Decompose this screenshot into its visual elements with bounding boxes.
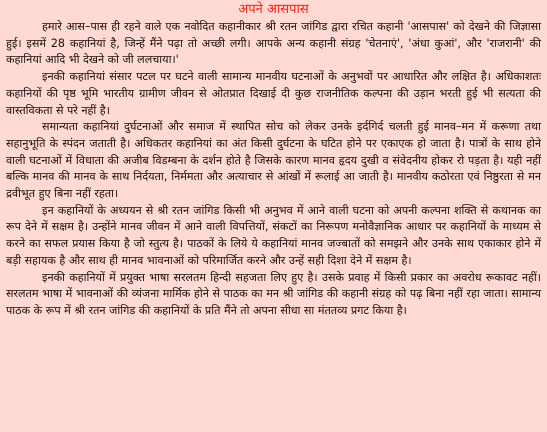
article-paragraph: हमारे आस–पास ही रहने वाले एक नवोदित कहानीकार श्री रतन जांगिड द्वारा रचित कहानी 'आसपास' को देखने की जिज्ञासा हुई। इसमें 28 कहानियां है, जिन्हें मैंने पढ़ा तो अच्छी लगी। आपके अन्य कहानी संग्रह 'चेतनाएं', 'अंधा कुआं', और 'राजरानी' की कहानियां आदि भी देखने को जी ललचाया।' xyxy=(6,20,541,67)
article-paragraph: इन कहानियों के अध्ययन से श्री रतन जांगिड किसी भी अनुभव में आने वाली घटना को अपनी कल्पना शक्ति से कथानक का रूप देने में सक्षम है। उन्होंने मानव जीवन में आने वाली विपत्तियों, संकटों का निरूपण मनोवैज्ञानिक आधार पर कहानियों के माध्यम से करने का सफल प्रयास किया है जो स्तुत्य है। पाठकों के लिये ये कहानियां मानव जज्बातों को समझने और उनके साथ एकाकार होने में बड़ी सहायक है और साथ ही मानव भावनाओं को परिमार्जित करने और उन्हें सही दिशा देने में सक्षम है। xyxy=(6,203,541,267)
article-paragraph: समान्यता कहानियां दुर्घटनाओं और समाज में स्थापित सोच को लेकर उनके इर्दगिर्द चलती हुई मानव–मन में करूणा तथा सहानुभूति के स्पंदन जताती है। अधिकतर कहानियां का अंत किसी दुर्घटना के घटित होने पर एकाएक हो जाता है। पात्रों के साथ होने वाली घटनाओं में विधाता की अजीब विडम्बना के दर्शन होते है जिसके कारण मानव हृदय दुखी व संवेदनीय होकर रो पड़ता है। यही नहीं बल्कि मानव की मानव के साथ निर्दयता, निर्ममता और अत्याचार से आंखों में रूलाई आ जाती है। मानवीय कठोरता एवं निष्ठुरता से मन द्रवीभूत हुए बिना नहीं रहता। xyxy=(6,120,541,201)
article-title: अपने आसपास xyxy=(238,2,309,17)
article-paragraph: इनकी कहानियों में प्रयुक्त भाषा सरलतम हिन्दी सहजता लिए हुए है। उसके प्रवाह में किसी प्रकार का अवरोध रूकावट नहीं। सरलतम भाषा में भावनाओं की व्यंजना मार्मिक होने से पाठक का मन श्री जांगिड की कहानी संग्रह को पढ़ बिना नहीं रहा जाता। सामान्य पाठक के रूप में श्री रतन जांगिड की कहानियों के प्रति मैंने तो अपना सीधा सा मंततव्य प्रगट किया है। xyxy=(6,270,541,317)
article-paragraph: इनकी कहानियां संसार पटल पर घटने वाली सामान्य मानवीय घटनाओं के अनुभवों पर आधारित और लक्षित है। अधिकाशतः कहानियों की पृष्ठ भूमि भारतीय ग्रामीण जीवन से ओतप्रात दिखाई दी कुछ राजनीतिक कल्पना की उड़ान भरती हुई भी सत्यता की वास्तविकता से परे नहीं है। xyxy=(6,70,541,117)
